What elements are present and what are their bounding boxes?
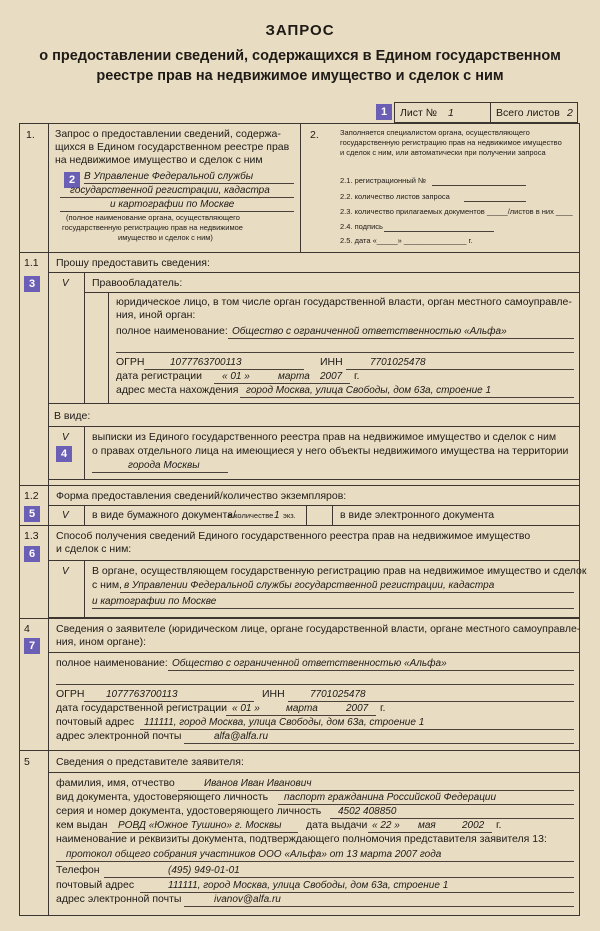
sec5-title-line [48,772,580,773]
authority-note-1: (полное наименование органа, осуществляющего [66,213,240,222]
rep-issue-year: 2002 [462,820,485,831]
view-line2: о правах отдельного лица на имеющиеся у него объекты недвижимого имущества на территории [92,445,569,457]
holder-inn-label: ИНН [320,356,343,368]
sec13-number: 1.3 [24,530,39,542]
paper-qty: 1 [274,510,280,521]
view-check: V [62,432,69,443]
rep-issued-label: кем выдан [56,819,108,831]
form-subtitle-line2: реестре прав на недвижимое имущество и сделок с ним [96,68,504,84]
view-city: города Москвы [128,460,200,471]
sec2-underline-2 [464,201,526,202]
badge-2: 2 [64,172,80,188]
holder-fullname-underline [228,338,574,339]
sec12-mid-divider-2 [332,505,333,525]
authority-note-3: имущество и сделок с ним) [118,233,213,242]
rep-issue-suffix: г. [496,819,502,831]
sec2-item-2: 2.2. количество листов запроса [340,192,450,201]
sheet-value: 1 [448,107,454,119]
holder-fullname-label: полное наименование: [116,325,228,337]
holder-inner-divider [108,292,109,404]
paper-qty-suffix: экз. [283,511,296,520]
sec1-line1: Запрос о предоставлении сведений, содержа- [55,128,281,140]
rep-series-value: 4502 408850 [338,806,397,817]
rep-fio-label: фамилия, имя, отчество [56,777,175,789]
sec5-number: 5 [24,756,30,768]
applicant-email-underline [184,743,574,744]
sec2-note-1: Заполняется специалистом органа, осуществляющего [340,128,530,137]
badge-1: 1 [376,104,392,120]
sec1-line3: на недвижимое имущество и сделок с ним [55,154,263,166]
electronic-label: в виде электронного документа [340,509,495,521]
applicant-fullname-underline [168,670,574,671]
total-sheets-label: Всего листов [496,107,560,119]
applicant-reg-day: « 01 » [232,703,260,714]
applicant-post-label: почтовый адрес [56,716,135,728]
divider-1-1 [19,252,580,253]
view-city-underline [92,472,228,473]
holder-ogrn-label: ОГРН [116,356,145,368]
holder-type-line1: юридическое лицо, в том числе орган государственной власти, орган местного самоуправле- [116,296,572,308]
view-check-divider [84,426,85,480]
sec4-title-line [48,652,580,653]
applicant-inn-value: 7701025478 [310,689,366,700]
rep-doc-underline [278,804,574,805]
authority-line1: В Управление Федеральной службы [84,171,254,182]
holder-ogrn-value: 1077763700113 [170,357,242,368]
sec4-title-1: Сведения о заявителе (юридическом лице, органе государственной власти, органе местного самоуправле- [56,623,581,635]
sec12-title: Форма предоставления сведений/количество экземпляров: [56,490,347,502]
holder-blank-underline [116,352,574,353]
applicant-post-underline [140,729,574,730]
sec2-item-1: 2.1. регистрационный № [340,176,427,185]
rep-post-underline [140,892,574,893]
sec2-note-2: государственную регистрацию прав на недвижимое имущество [340,138,562,147]
divider-1-3 [19,525,580,526]
sec1-number: 1. [26,129,35,141]
paper-check: V [62,510,69,521]
rep-post-value: 111111, город Москва, улица Свободы, дом 63а, строение 1 [168,880,449,891]
sec2-note-3: и сделок с ним, или автоматически при получении запроса [340,148,546,157]
method-line1: В органе, осуществляющем государственную регистрацию прав на недвижимое имущество и сделок [92,565,587,577]
rep-issue-date-label: дата выдачи [306,819,368,831]
holder-label-line [84,292,580,293]
sec13-title-1: Способ получения сведений Единого государственного реестра прав на недвижимое имущество [56,530,531,542]
holder-reg-label: дата регистрации [116,370,203,382]
sec2-item-3: 2.3. количество прилагаемых документов _____/листов в них ____ [340,207,573,216]
applicant-post-value: 111111, город Москва, улица Свободы, дом 63а, строение 1 [144,717,425,728]
holder-addr-value: город Москва, улица Свободы, дом 63а, строение 1 [246,385,492,396]
sec2-number: 2. [310,129,319,141]
sheet-label: Лист № [400,107,437,119]
authority-underline-3 [60,211,294,212]
applicant-inn-underline [288,701,574,702]
rep-authority-label: наименование и реквизиты документа, подтверждающего полномочия представителя заявителя 13: [56,833,547,845]
holder-reg-suffix: г. [354,370,360,382]
holder-inn-value: 7701025478 [370,357,426,368]
applicant-email-label: адрес электронной почты [56,730,182,742]
holder-type-line2: ния, иной орган: [116,309,196,321]
holder-check: V [62,278,69,289]
holder-reg-year: 2007 [320,371,343,382]
divider-4 [19,618,580,619]
badge-5: 5 [24,506,40,522]
sec12-number: 1.2 [24,490,39,502]
applicant-ogrn-label: ОГРН [56,688,85,700]
badge-4: 4 [56,446,72,462]
sec11-title: Прошу предоставить сведения: [56,257,210,269]
method-underline-2 [92,608,574,609]
applicant-reg-label: дата государственной регистрации [56,702,228,714]
method-prefix: с ним, [92,579,122,591]
applicant-email-value: alfa@alfa.ru [214,731,269,742]
paper-label: в виде бумажного документа/ [92,509,236,521]
badge-6: 6 [24,546,40,562]
method-underline-1 [120,592,574,593]
view-line1: выписки из Единого государственного реестра прав на недвижимое имущество и сделок с ним [92,431,557,443]
view-label: В виде: [54,410,91,422]
rep-issue-month: мая [418,820,436,831]
sec2-item-4: 2.4. подпись [340,222,383,231]
holder-addr-label: адрес места нахождения [116,384,239,396]
holder-inn-underline [346,369,574,370]
method-check-divider [84,560,85,618]
sheet-divider [490,102,491,123]
rep-fio-value: Иванов Иван Иванович [204,778,312,789]
form-title: ЗАПРОС [265,22,335,39]
rep-post-label: почтовый адрес [56,879,135,891]
applicant-inn-label: ИНН [262,688,285,700]
holder-addr-underline [240,397,574,398]
sec12-title-line [48,505,580,506]
rep-phone-underline [104,877,574,878]
applicant-reg-suffix: г. [380,702,386,714]
authority-line3: и картографии по Москве [110,199,235,210]
rep-authority-underline [56,861,574,862]
authority-note-2: государственную регистрацию прав на недвижимое [62,223,243,232]
badge-7: 7 [24,638,40,654]
applicant-fullname-label: полное наименование: [56,657,168,669]
number-column-divider [48,123,49,916]
rep-phone-value: (495) 949-01-01 [168,865,240,876]
applicant-reg-month: марта [286,703,318,714]
divider-5 [19,750,580,751]
sec13-title-2: и сделок с ним: [56,543,132,555]
divider-1-2 [19,485,580,486]
sec4-title-2: ния, ином органе): [56,636,146,648]
holder-reg-day: « 01 » [222,371,250,382]
applicant-fullname-value: Общество с ограниченной ответственностью «Альфа» [172,658,447,669]
applicant-reg-year: 2007 [346,703,369,714]
rep-email-underline [184,906,574,907]
rep-doc-value: паспорт гражданина Российской Федерации [284,792,497,803]
rep-doc-label: вид документа, удостоверяющего личность [56,791,269,803]
rep-issued-value: РОВД «Южное Тушино» г. Москвы [118,820,282,831]
holder-label: Правообладатель: [92,277,183,289]
sec1-line2: щихся в Едином государственном реестре прав [55,141,290,153]
holder-reg-month: марта [278,371,310,382]
total-sheets-value: 2 [567,107,573,119]
sec1-sec2-divider [300,123,301,252]
sec2-underline-4 [384,231,494,232]
method-value1: в Управлении Федеральной службы государственной регистрации, кадастра [124,580,495,591]
sec4-number: 4 [24,623,30,635]
holder-fullname-value: Общество с ограниченной ответственностью «Альфа» [232,326,507,337]
rep-series-label: серия и номер документа, удостоверяющего личность [56,805,322,817]
method-value2: и картографии по Москве [92,596,217,607]
sec11-number: 1.1 [24,257,39,269]
paper-qty-label: в количестве [228,511,274,520]
sec12-mid-divider [306,505,307,525]
sec2-underline-1 [432,185,526,186]
sec12-check-divider [84,505,85,525]
form-subtitle-line1: о предоставлении сведений, содержащихся в Едином государственном [39,48,561,64]
sec2-item-5: 2.5. дата «_____» _______________ г. [340,236,473,245]
rep-phone-label: Телефон [56,864,100,876]
applicant-ogrn-value: 1077763700113 [106,689,178,700]
authority-line2: государственной регистрации, кадастра [70,185,270,196]
rep-email-value: ivanov@alfa.ru [214,894,281,905]
badge-3: 3 [24,276,40,292]
method-check: V [62,566,69,577]
applicant-blank-underline [56,684,574,685]
sec5-title: Сведения о представителе заявителя: [56,756,244,768]
rep-email-label: адрес электронной почты [56,893,182,905]
rep-issue-day: « 22 » [372,820,400,831]
rep-authority-value: протокол общего собрания участников ООО «Альфа» от 13 марта 2007 года [66,849,442,860]
